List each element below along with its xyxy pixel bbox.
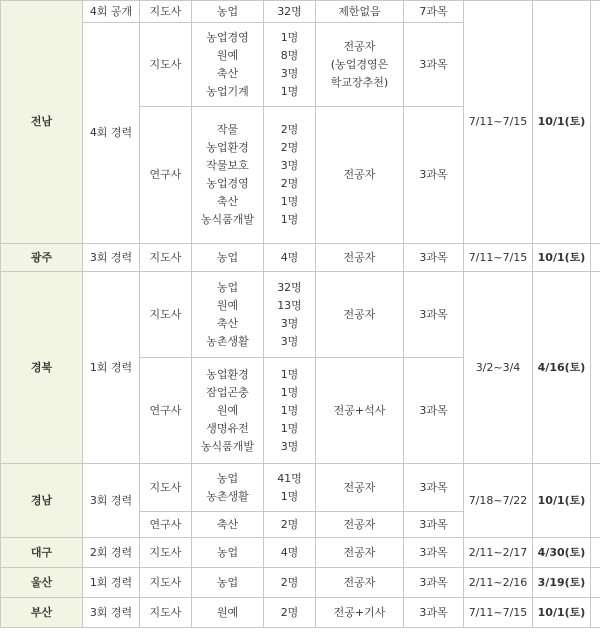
region-cell: 울산 [1,568,83,598]
count-item: 1명 [280,84,299,98]
field-item: 작물보호 [206,159,249,172]
qualification-cell: 전공+기사 [316,598,404,628]
count-cell: 2명 [264,598,316,628]
count-item: 1명 [280,489,299,503]
exam-date-cell: 4/16(토) [533,272,591,464]
edge-cell [591,1,600,244]
count-item: 3명 [280,334,299,348]
table-row [1,568,600,598]
exam-date-cell: 10/1(토) [533,598,591,628]
type-cell: 연구사 [140,512,192,538]
field-item: 농업환경 [206,367,249,381]
field-item: 축산 [216,316,239,330]
type-cell: 연구사 [140,358,192,464]
count-item: 8명 [280,48,299,62]
count-item: 2명 [280,141,299,154]
field-item: 작물 [216,123,239,136]
subjects-cell: 3과목 [404,272,464,358]
count-item: 1명 [280,385,299,399]
qualification-line: 학교장추천) [330,75,389,89]
period-cell: 7/11~7/15 [464,598,533,628]
exam-date-cell: 3/19(토) [533,568,591,598]
region-cell: 부산 [1,598,83,628]
field-item: 잠업곤충 [206,385,249,399]
round-cell: 2회 경력 [83,538,140,568]
subjects-cell: 7과목 [404,1,464,23]
field-item: 농촌생활 [206,334,249,348]
count-item: 3명 [280,159,299,172]
count-item: 32명 [277,280,302,294]
field-item: 농업환경 [206,141,249,154]
field-item: 생명유전 [206,421,249,435]
count-list [264,23,316,107]
field-cell: 농업 [192,1,264,23]
round-cell: 4회 경력 [83,23,140,244]
type-cell: 지도사 [140,1,192,23]
edge-cell [591,538,600,568]
qualification-cell: 전공자 [316,244,404,272]
round-cell: 1회 경력 [83,272,140,464]
exam-date-cell: 10/1(토) [533,1,591,244]
field-item: 농업 [216,280,239,294]
field-item: 농업경영 [206,177,249,190]
field-item: 원예 [216,298,239,312]
round-cell: 1회 경력 [83,568,140,598]
round-cell: 4회 공개 [83,1,140,23]
count-item: 1명 [280,30,299,44]
round-cell: 3회 경력 [83,598,140,628]
count-item: 1명 [280,403,299,417]
count-item: 2명 [280,123,299,136]
edge-cell [591,244,600,272]
subjects-cell: 3과목 [404,358,464,464]
count-cell: 4명 [264,538,316,568]
field-item: 농업기계 [206,84,249,98]
field-item: 원예 [216,48,239,62]
period-cell: 7/18~7/22 [464,464,533,538]
count-list [264,358,316,464]
count-item: 2명 [280,177,299,190]
count-cell: 2명 [264,512,316,538]
field-cell: 축산 [192,512,264,538]
subjects-cell: 3과목 [404,598,464,628]
field-cell: 농업 [192,568,264,598]
exam-date-cell: 10/1(토) [533,244,591,272]
subjects-cell: 3과목 [404,512,464,538]
count-item: 3명 [280,316,299,330]
qualification-cell: 전공자 [316,272,404,358]
region-cell: 광주 [1,244,83,272]
field-list [192,107,264,244]
table-row [1,464,600,512]
edge-cell [591,272,600,464]
field-cell: 농업 [192,538,264,568]
subjects-cell: 3과목 [404,23,464,107]
region-cell: 경북 [1,272,83,464]
count-item: 1명 [280,421,299,435]
count-item: 1명 [280,367,299,381]
qualification-cell [316,23,404,107]
count-list [264,464,316,512]
qualification-cell: 전공자 [316,512,404,538]
count-item: 1명 [280,195,299,208]
count-cell: 2명 [264,568,316,598]
type-cell: 지도사 [140,272,192,358]
qualification-line: 전공자 [343,39,376,53]
field-item: 축산 [216,195,239,208]
count-item: 3명 [280,66,299,80]
round-cell: 3회 경력 [83,464,140,538]
field-item: 원예 [216,403,239,417]
table-row [1,244,600,272]
type-cell: 지도사 [140,598,192,628]
subjects-cell: 3과목 [404,568,464,598]
region-cell: 전남 [1,1,83,244]
count-item: 1명 [280,213,299,226]
field-list [192,464,264,512]
exam-date-cell: 4/30(토) [533,538,591,568]
field-item: 축산 [216,66,239,80]
type-cell: 지도사 [140,244,192,272]
region-cell: 대구 [1,538,83,568]
count-cell: 32명 [264,1,316,23]
type-cell: 지도사 [140,538,192,568]
field-list [192,23,264,107]
type-cell: 연구사 [140,107,192,244]
table-row [1,598,600,628]
type-cell: 지도사 [140,23,192,107]
region-cell: 경남 [1,464,83,538]
field-cell: 농업 [192,244,264,272]
subjects-cell: 3과목 [404,464,464,512]
field-list [192,358,264,464]
period-cell: 7/11~7/15 [464,1,533,244]
period-cell: 3/2~3/4 [464,272,533,464]
count-item: 3명 [280,439,299,453]
type-cell: 지도사 [140,568,192,598]
subjects-cell: 3과목 [404,538,464,568]
edge-cell [591,464,600,538]
round-cell: 3회 경력 [83,244,140,272]
count-item: 41명 [277,471,302,485]
qualification-line: (농업경영은 [330,57,389,71]
count-list [264,107,316,244]
field-item: 농촌생활 [206,489,249,503]
qualification-cell: 전공자 [316,107,404,244]
subjects-cell: 3과목 [404,107,464,244]
table-row [1,1,600,23]
qualification-cell: 전공자 [316,568,404,598]
field-cell: 원예 [192,598,264,628]
count-item: 13명 [277,298,302,312]
field-list [192,272,264,358]
period-cell: 2/11~2/16 [464,568,533,598]
field-item: 농업경영 [206,30,249,44]
table-row [1,538,600,568]
edge-cell [591,568,600,598]
exam-date-cell: 10/1(토) [533,464,591,538]
period-cell: 2/11~2/17 [464,538,533,568]
period-cell: 7/11~7/15 [464,244,533,272]
count-cell: 4명 [264,244,316,272]
qualification-cell: 전공+석사 [316,358,404,464]
count-list [264,272,316,358]
qualification-cell: 전공자 [316,538,404,568]
edge-cell [591,598,600,628]
subjects-cell: 3과목 [404,244,464,272]
field-item: 농식품개발 [200,439,255,453]
field-item: 농식품개발 [200,213,255,226]
field-item: 농업 [216,471,239,485]
table-row [1,272,600,358]
type-cell: 지도사 [140,464,192,512]
qualification-cell: 제한없음 [316,1,404,23]
qualification-cell: 전공자 [316,464,404,512]
